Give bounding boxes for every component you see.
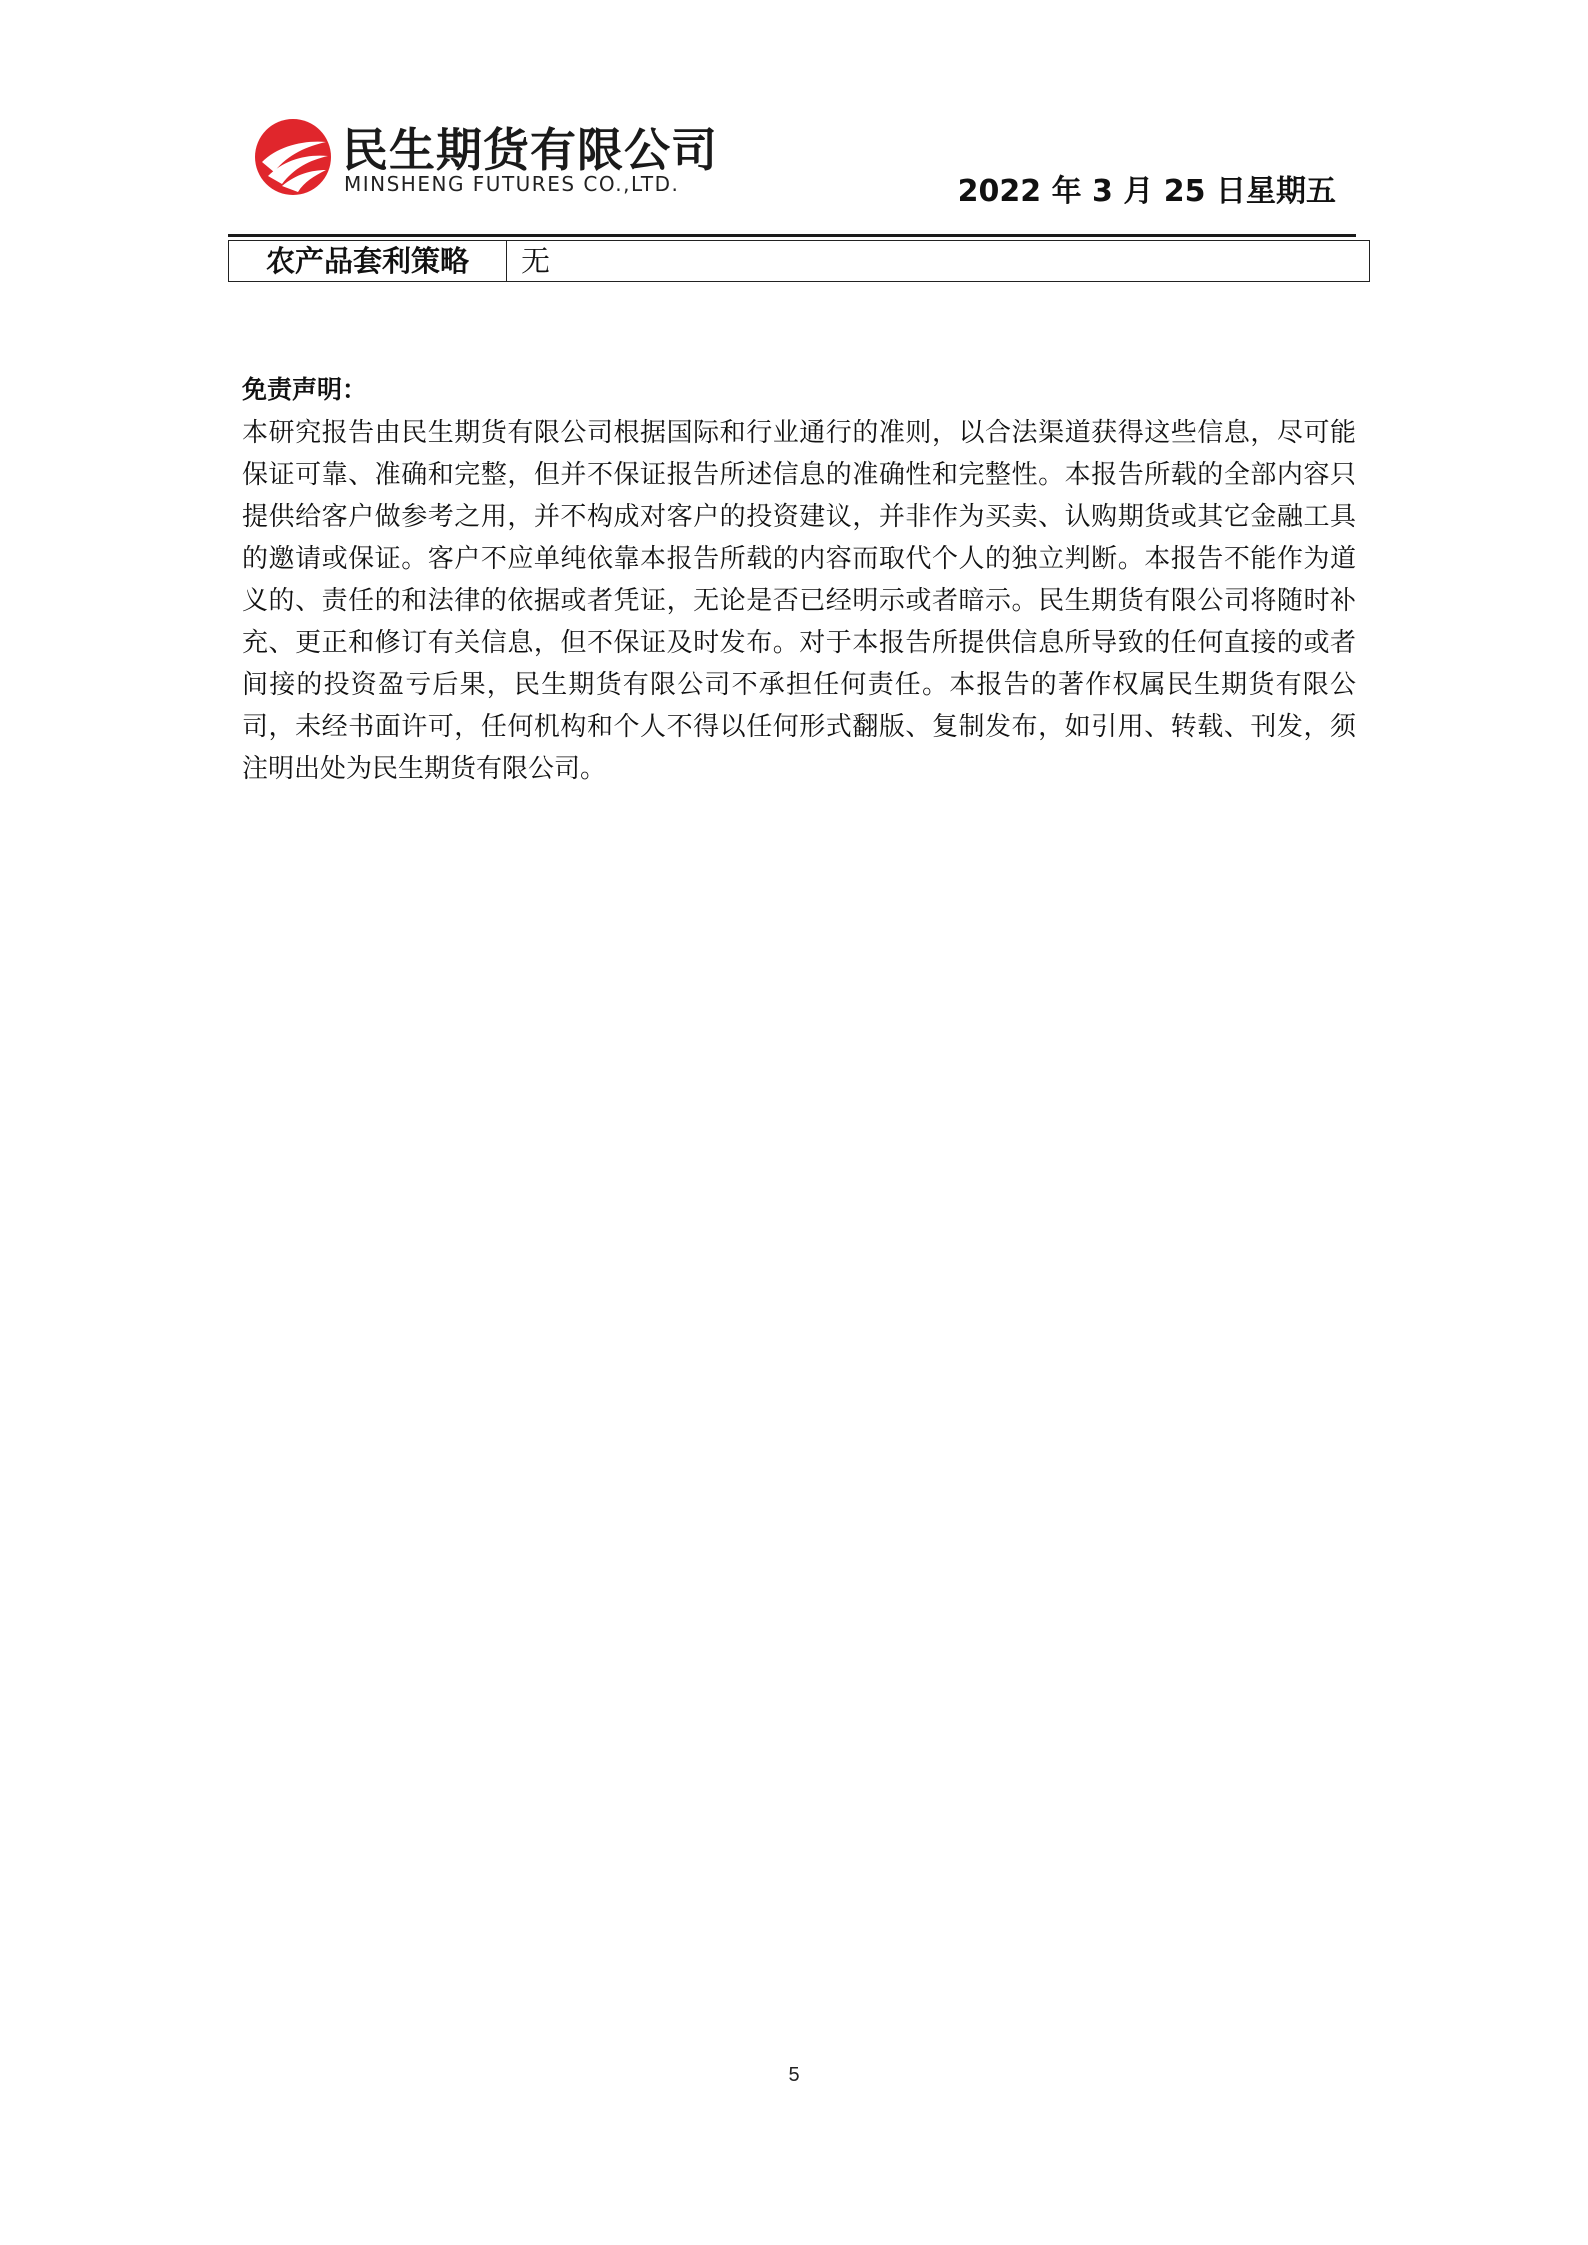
page-number: 5 [788, 2064, 800, 2086]
minsheng-logo-icon [252, 116, 334, 198]
strategy-table [228, 240, 1370, 282]
strategy-value: 无 [521, 244, 551, 278]
report-date: 2022 年 3 月 25 日星期五 [957, 174, 1336, 209]
disclaimer-section [242, 370, 1356, 790]
disclaimer-title: 免责声明： [242, 375, 368, 404]
disclaimer-body: 本研究报告由民生期货有限公司根据国际和行业通行的准则，以合法渠道获得这些信息，尽可能保证可靠、准确和完整，但并不保证报告所述信息的准确性和完整性。本报告所载的全部内容只提供给客户做参考之用，并不构成对客户的投资建议，并非作为买卖、认购期货或其它金融工具的邀请或保证。客户不应单纯依靠本报告所载的内容而取代个人的独立判断。本报告不能作为道义的、责任的和法律的依据或者凭证，无论是否已经明示或者暗示。民生期货有限公司将随时补充、更正和修订有关信息，但不保证及时发布。对于本报告所提供信息所导致的任何直接的或者间接的投资盈亏后果，民生期货有限公司不承担任何责任。本报告的著作权属民生期货有限公司，未经书面许可，任何机构和个人不得以任何形式翻版、复制发布，如引用、转载、刊发，须注明出处为民生期货有限公司。 [242, 418, 1356, 784]
header-divider [228, 234, 1356, 237]
logo-company-name-cn: 民生期货有限公司 [342, 123, 718, 177]
company-logo [252, 112, 732, 202]
strategy-label: 农产品套利策略 [229, 241, 507, 281]
logo-company-name-en: MINSHENG FUTURES CO.,LTD. [344, 172, 680, 196]
